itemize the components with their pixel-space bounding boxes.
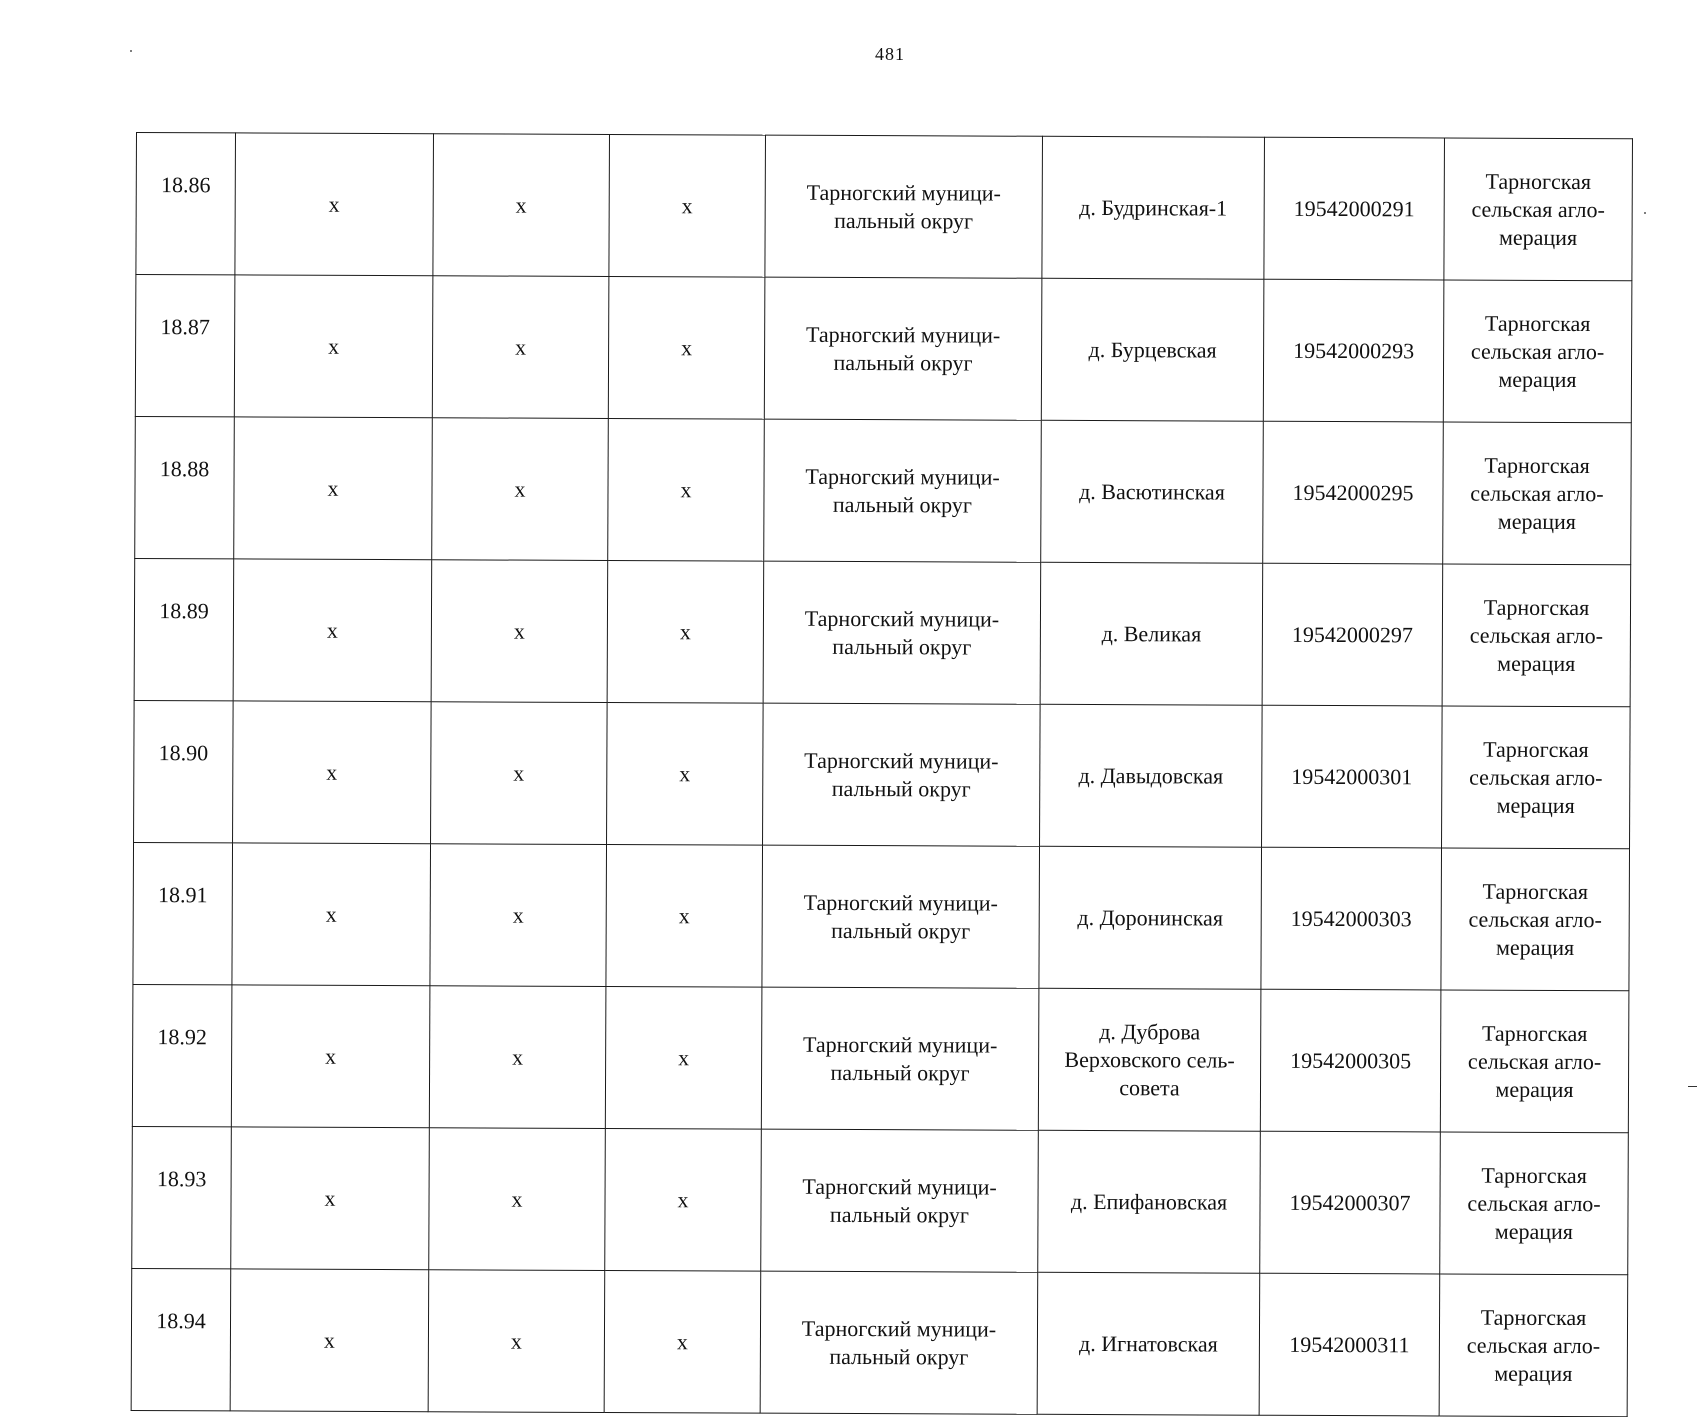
locality-text: д. Епифановская xyxy=(1070,1188,1228,1215)
table-row xyxy=(132,984,1629,1132)
cell-x: x xyxy=(231,985,430,1128)
agglomeration-text: Тарногская сельская агло- мерация xyxy=(1466,1304,1601,1386)
agglomeration-text: Тарногская сельская агло- мерация xyxy=(1470,452,1604,534)
district-cell xyxy=(763,703,1041,846)
locality-cell xyxy=(1038,988,1261,1131)
district-text: Тарногский муници- пальный округ xyxy=(805,463,1000,518)
agglomeration-cell xyxy=(1442,706,1631,849)
agglomeration-text: Тарногская сельская агло- мерация xyxy=(1467,1020,1602,1102)
locality-text: д. Игнатовская xyxy=(1079,1330,1218,1357)
locality-text: д. Давыдовская xyxy=(1078,762,1224,789)
agglomeration-cell xyxy=(1441,848,1630,991)
agglomeration-text: Тарногская сельская агло- мерация xyxy=(1470,310,1605,392)
row-number: 18.88 xyxy=(135,416,235,558)
cell-x: x xyxy=(607,560,764,703)
cell-x: x xyxy=(232,843,431,986)
row-number: 18.89 xyxy=(134,558,234,700)
cell-x: x xyxy=(431,560,608,703)
district-text: Тарногский муници- пальный округ xyxy=(802,1173,997,1227)
agglomeration-cell xyxy=(1439,1274,1628,1417)
locality-text: д. Бурцевская xyxy=(1088,336,1217,363)
cell-x: x xyxy=(430,844,607,987)
district-text: Тарногский муници- пальный округ xyxy=(804,747,999,802)
table-row xyxy=(132,1126,1629,1274)
locality-cell xyxy=(1037,1272,1260,1415)
cell-x: x xyxy=(429,1128,606,1271)
cell-x: x xyxy=(609,134,766,277)
cell-x: x xyxy=(605,986,762,1129)
code-cell: 19542000311 xyxy=(1259,1273,1440,1416)
district-cell xyxy=(765,135,1043,278)
agglomeration-text: Тарногская сельская агло- мерация xyxy=(1468,878,1602,960)
district-cell xyxy=(761,1129,1039,1272)
scan-mark xyxy=(1688,1086,1697,1087)
cell-x: x xyxy=(233,559,432,702)
table-row xyxy=(133,842,1630,990)
district-cell xyxy=(764,419,1042,562)
row-number: 18.90 xyxy=(134,700,234,842)
code-cell: 19542000293 xyxy=(1263,279,1444,422)
district-text: Тарногский муници- пальный округ xyxy=(806,179,1001,234)
cell-x: x xyxy=(233,701,432,844)
row-number: 18.86 xyxy=(136,133,236,275)
district-text: Тарногский муници- пальный округ xyxy=(805,321,1001,376)
cell-x: x xyxy=(235,133,434,276)
row-number: 18.87 xyxy=(135,275,235,417)
district-text: Тарногский муници- пальный округ xyxy=(801,1315,997,1369)
cell-x: x xyxy=(605,1128,762,1271)
table-row xyxy=(136,133,1633,281)
locality-text: д. Васютинская xyxy=(1079,478,1225,505)
page-number: 481 xyxy=(875,44,905,64)
cell-x: x xyxy=(231,1127,430,1270)
agglomeration-cell xyxy=(1444,138,1633,281)
district-cell xyxy=(762,845,1040,988)
cell-x: x xyxy=(431,702,608,845)
district-text: Тарногский муници- пальный округ xyxy=(802,1031,998,1085)
code-cell: 19542000291 xyxy=(1264,137,1445,280)
table-row xyxy=(135,416,1632,564)
locality-cell xyxy=(1041,420,1264,563)
cell-x: x xyxy=(230,1269,429,1412)
locality-table xyxy=(131,132,1633,1417)
code-cell: 19542000305 xyxy=(1260,989,1441,1132)
cell-x: x xyxy=(433,134,610,277)
code-cell: 19542000307 xyxy=(1260,1131,1441,1274)
locality-cell xyxy=(1039,846,1262,989)
locality-cell xyxy=(1040,562,1263,705)
agglomeration-cell xyxy=(1443,422,1632,565)
agglomeration-cell xyxy=(1442,564,1631,707)
agglomeration-text: Тарногская сельская агло- мерация xyxy=(1471,168,1605,250)
scan-speck xyxy=(1644,212,1646,214)
agglomeration-text: Тарногская сельская агло- мерация xyxy=(1469,594,1604,676)
cell-x: x xyxy=(432,276,609,419)
table-row xyxy=(135,275,1632,423)
cell-x: x xyxy=(234,417,433,560)
locality-text: д. Дуброва Верховского сель- совета xyxy=(1064,1018,1235,1100)
code-cell: 19542000297 xyxy=(1262,563,1443,706)
cell-x: x xyxy=(606,844,763,987)
code-cell: 19542000295 xyxy=(1263,421,1444,564)
district-cell xyxy=(761,987,1039,1130)
district-cell xyxy=(764,277,1042,420)
agglomeration-cell xyxy=(1443,280,1632,423)
agglomeration-text: Тарногская сельская агло- мерация xyxy=(1467,1162,1601,1244)
cell-x: x xyxy=(429,986,606,1129)
locality-cell xyxy=(1042,136,1265,279)
row-number: 18.91 xyxy=(133,842,233,984)
row-number: 18.92 xyxy=(132,984,232,1126)
table-row xyxy=(134,700,1631,848)
locality-text: д. Великая xyxy=(1101,620,1202,646)
row-number: 18.94 xyxy=(131,1268,231,1410)
cell-x: x xyxy=(608,418,765,561)
locality-cell xyxy=(1040,704,1263,847)
locality-text: д. Доронинская xyxy=(1077,904,1224,931)
district-cell xyxy=(760,1271,1038,1414)
document-table-container xyxy=(131,132,1632,1417)
row-number: 18.93 xyxy=(132,1126,232,1268)
code-cell: 19542000301 xyxy=(1262,705,1443,848)
cell-x: x xyxy=(428,1270,605,1413)
agglomeration-text: Тарногская сельская агло- мерация xyxy=(1469,736,1603,818)
cell-x: x xyxy=(432,418,609,561)
table-row xyxy=(134,558,1631,706)
cell-x: x xyxy=(234,275,433,418)
locality-cell xyxy=(1041,278,1264,421)
scan-speck xyxy=(130,50,132,52)
district-cell xyxy=(763,561,1041,704)
agglomeration-cell xyxy=(1440,990,1629,1133)
cell-x: x xyxy=(604,1270,761,1413)
cell-x: x xyxy=(607,702,764,845)
agglomeration-cell xyxy=(1440,1132,1629,1275)
locality-text: д. Будринская-1 xyxy=(1079,194,1228,221)
table-row xyxy=(131,1268,1628,1416)
locality-cell xyxy=(1038,1130,1261,1273)
cell-x: x xyxy=(608,276,765,419)
district-text: Тарногский муници- пальный округ xyxy=(804,605,1000,660)
district-text: Тарногский муници- пальный округ xyxy=(803,889,998,944)
code-cell: 19542000303 xyxy=(1261,847,1442,990)
